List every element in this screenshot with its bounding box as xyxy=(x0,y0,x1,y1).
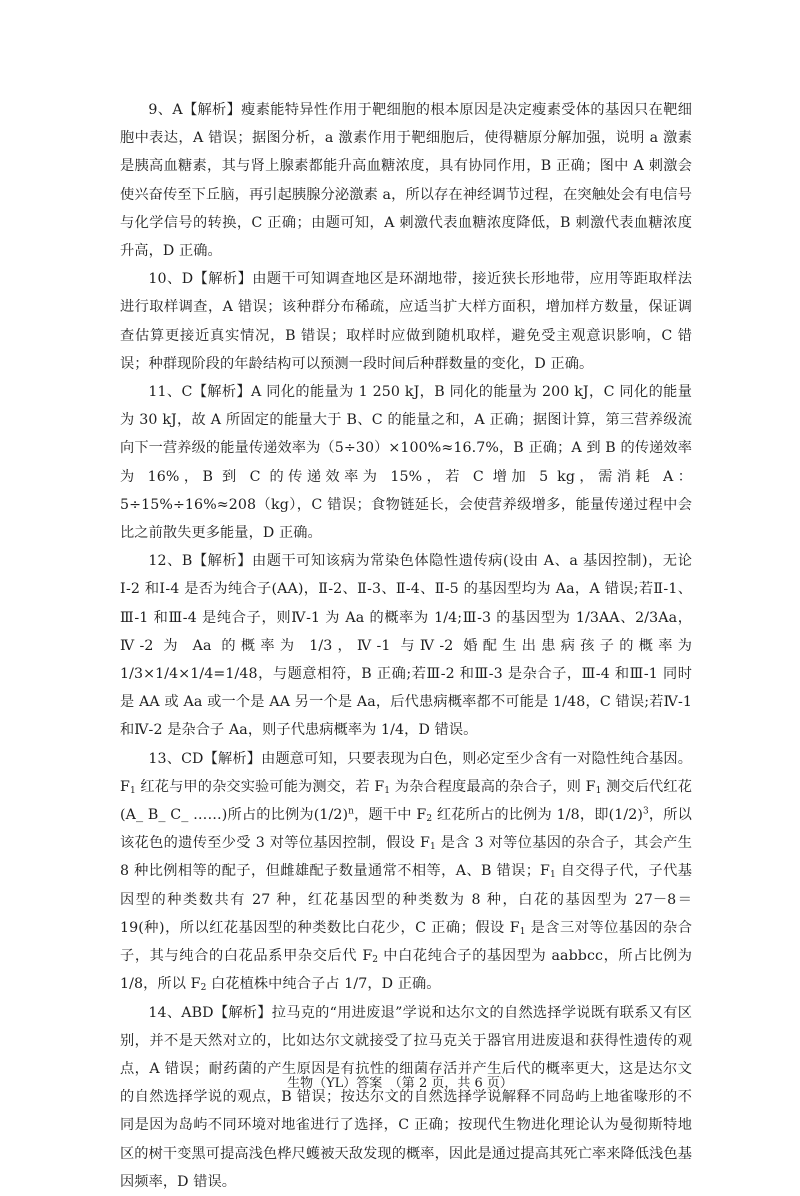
answer-9-text: 瘦素能特异性作用于靶细胞的根本原因是决定瘦素受体的基因只在靶细胞中表达，A 错误；据图分析，a 激素作用于靶细胞后，使得糖原分解加强，说明 a 激素是胰高血糖素，其与肾上腺素都能升高血糖浓度，具有协同作用，B 正确；图中 A 刺激会使兴奋传至下丘脑，再引起胰腺分泌激素 a，所以存在神经调节过程，在突触处会有电信号与化学信号的转换，C 正确；由题可知，A 刺激代表血糖浓度降低，B 刺激代表血糖浓度升高，D 正确。 xyxy=(120,102,692,260)
answer-10-text: 由题干可知调查地区是环湖地带，接近狭长形地带，应用等距取样法进行取样调查，A 错误；该种群分布稀疏，应适当扩大样方面积，增加样方数量，保证调查估算更接近真实情况，B 错误；取样时应做到随机取样，避免受主观意识影响，C 错误；种群现阶段的年龄结构可以预测一段时间后种群数量的变化，D 正确。 xyxy=(120,271,692,372)
answer-10 xyxy=(120,265,692,378)
answer-11 xyxy=(120,378,692,547)
answer-13 xyxy=(120,745,692,999)
answer-12-text: 由题干可知该病为常染色体隐性遗传病(设由 A、a 基因控制)，无论Ⅰ-2 和Ⅰ-4 是否为纯合子(AA)，Ⅱ-2、Ⅱ-3、Ⅱ-4、Ⅱ-5 的基因型均为 Aa，A 错误;若Ⅱ-1、Ⅲ-1 和Ⅲ-4 是纯合子，则Ⅳ-1 为 Aa 的概率为 1/4;Ⅲ-3 的基因型为 1/3AA、2/3Aa，Ⅳ-2 为 Aa 的概率为 1/3，Ⅳ-1 与Ⅳ-2 婚配生出患病孩子的概率为 1/3×1/4×1/4=1/48，与题意相符，B 正确;若Ⅲ-2 和Ⅲ-3 是杂合子，Ⅲ-4 和Ⅲ-1 同时是 AA 或 Aa 或一个是 AA 另一个是 Aa，后代患病概率都不可能是 1/48，C 错误;若Ⅳ-1 和Ⅳ-2 是杂合子 Aa，则子代患病概率为 1/4，D 错误。 xyxy=(120,553,692,739)
answer-12 xyxy=(120,547,692,744)
answer-12-label: 12、B【解析】 xyxy=(148,553,252,570)
answer-11-label: 11、C【解析】 xyxy=(148,384,252,401)
answer-9-label: 9、A【解析】 xyxy=(148,102,242,118)
answer-14-label: 14、ABD【解析】 xyxy=(148,1004,272,1021)
answer-9 xyxy=(120,96,692,265)
answer-14-text: 拉马克的“用进废退”学说和达尔文的自然选择学说既有联系又有区别，并不是天然对立的，比如达尔文就接受了拉马克关于器官用进废退和获得性遗传的观点，A 错误；耐药菌的产生原因是有抗性的细菌存活并产生后代的概率更大，这是达尔文的自然选择学说的观点，B 错误；按达尔文的自然选择学说解释不同岛屿上地雀喙形的不同是因为岛屿不同环境对地雀进行了选择，C 正确；按现代生物进化理论认为曼彻斯特地区的树干变黑可提高浅色桦尺蠖被天敌发现的概率，因此是通过提高其死亡率来降低浅色基因频率，D 错误。 xyxy=(120,1004,692,1190)
answer-13-text: 由题意可知，只要表现为白色，则必定至少含有一对隐性纯合基因。$F_1$ 红花与甲的杂交实验可能为测交，若 $F_1$ 为杂合程度最高的杂合子，则 $F_1$ 测交后代红花(A_ B_ C_ ……)所占的比例为$(1/2)^n$，题干中 $F_2$ 红花所占的比例为 1/8，即$(1/2)^3$，所以该花色的遗传至少受 3 对等位基因控制，假设 $F_1$ 是含 3 对等位基因的杂合子，其会产生 8 种比例相等的配子，但雌雄配子数量通常不相等，A、B 错误；$F_1$ 自交得子代，子代基因型的种类数共有 27 种，红花基因型的种类数为 8 种，白花的基因型为 27－8＝19(种)，所以红花基因型的种类数比白花少，C 正确；假设 $F_1$ 是含三对等位基因的杂合子，其与纯合的白花品系甲杂交后代 $F_2$ 中白花纯合子的基因型为 aabbcc，所占比例为 1/8，所以 $F_2$ 白花植株中纯合子占 1/7，D 正确。 xyxy=(120,750,693,994)
answer-10-label: 10、D【解析】 xyxy=(148,271,253,288)
answer-14 xyxy=(120,999,692,1196)
answer-11-text: A 同化的能量为 1 250 kJ，B 同化的能量为 200 kJ，C 同化的能量为 30 kJ，故 A 所固定的能量大于 B、C 的能量之和，A 正确；据图计算，第三营养级流向下一营养级的能量传递效率为（5÷30）×100%≈16.7%，B 正确；A 到 B 的传递效率为 16%，B 到 C 的传递效率为 15%，若 C 增加 5 kg，需消耗 A：5÷15%÷16%≈208（kg），C 错误；食物链延长，会使营养级增多，能量传递过程中会比之前散失更多能量，D 正确。 xyxy=(120,384,692,542)
page-footer: 生物（YL）答案 （第 2 页，共 6 页） xyxy=(287,1076,513,1091)
answer-13-label: 13、CD【解析】 xyxy=(148,750,262,767)
